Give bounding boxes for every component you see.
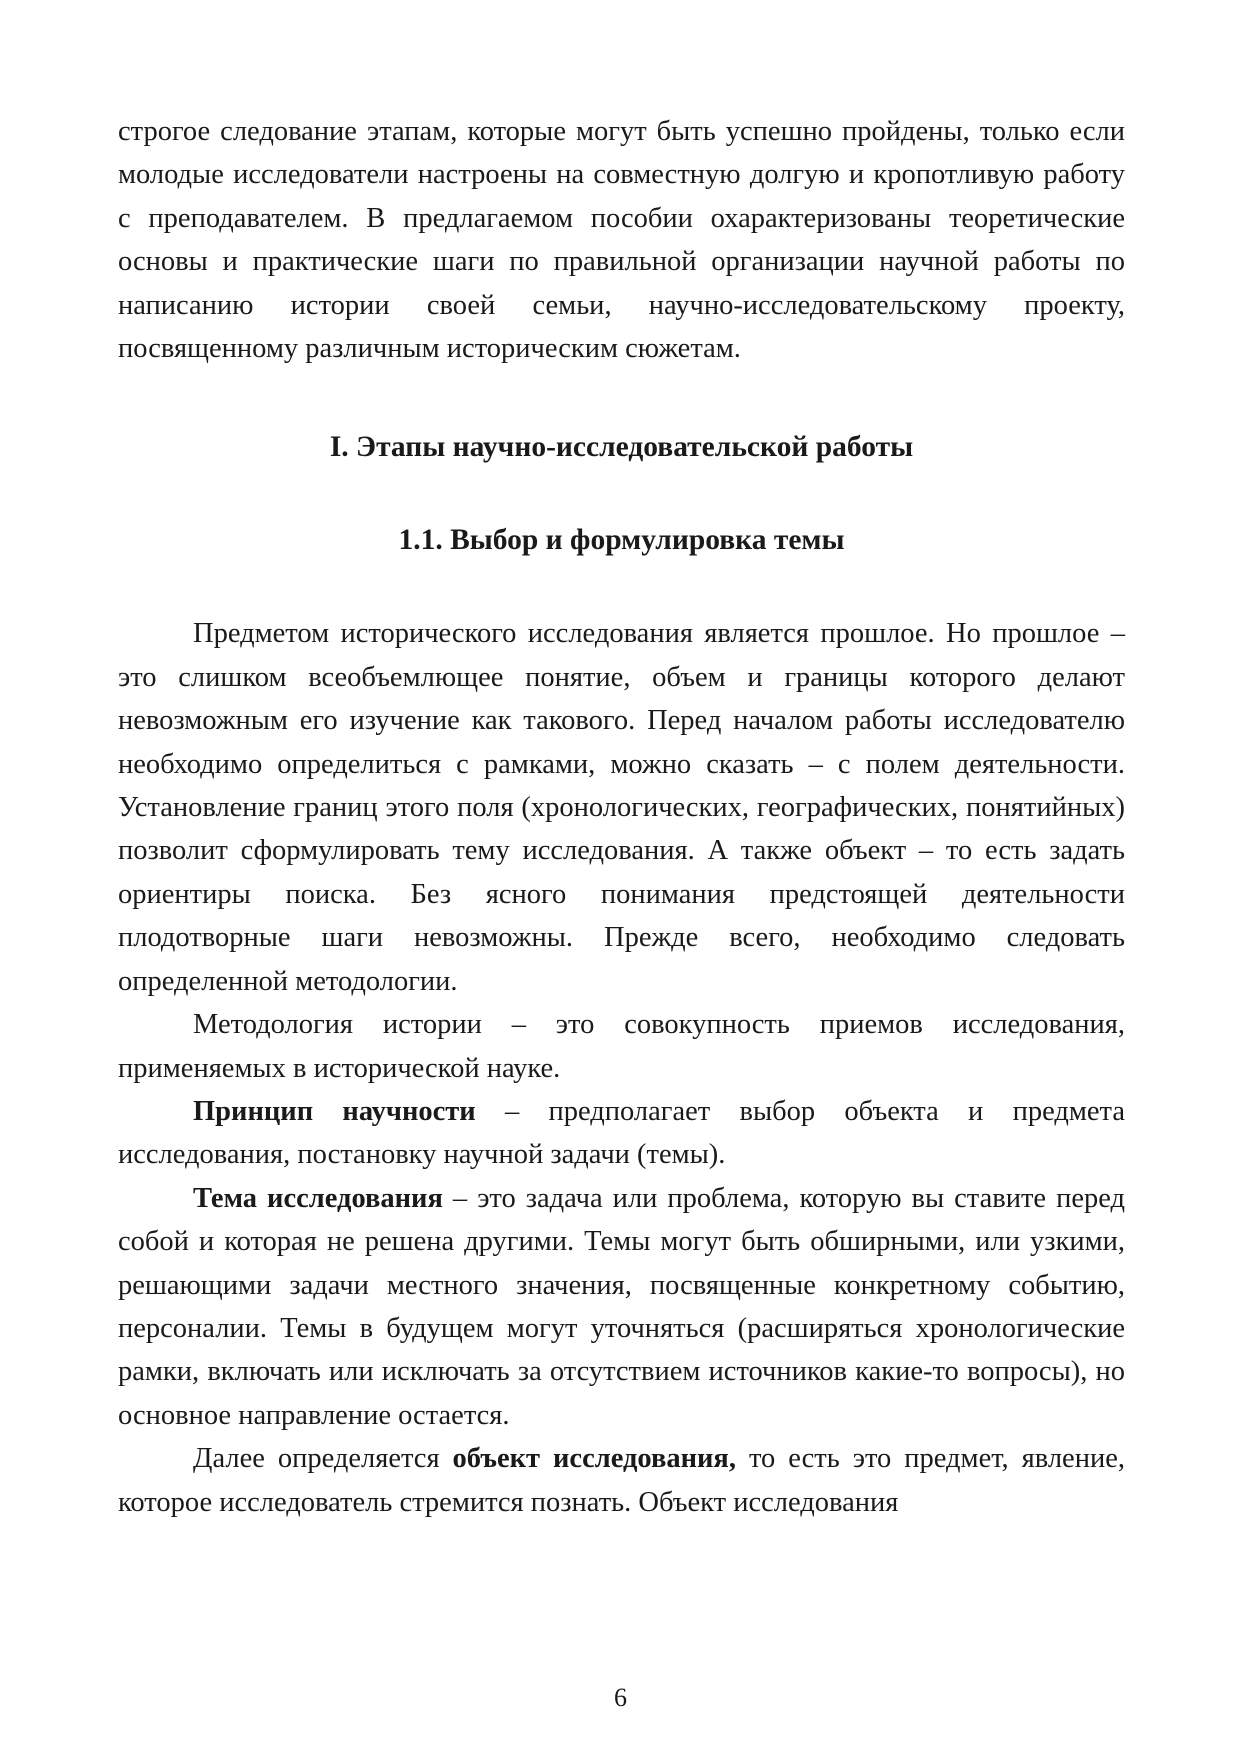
paragraph-topic-text: – это задача или проблема, которую вы ставите перед собой и которая не решена другими. Темы могут быть обширными, или узкими, решающими задачи местного значения, посвященные конкретному событию, персоналии. Темы в будущем могут уточняться (расширяться хронологические рамки, включать или исключать за отсутствием источников какие-то вопросы), но основное направление остается. [118, 1182, 1125, 1431]
paragraph-topic [118, 1177, 1125, 1437]
paragraph-object-text: то есть это предмет, явление, которое исследователь стремится познать. Объект исследования [118, 1443, 1125, 1518]
paragraph-principle-text: – предполагает выбор объекта и предмета исследования, постановку научной задачи (темы). [118, 1095, 1125, 1171]
term-topic: Тема исследования [193, 1182, 443, 1214]
paragraph-methodology: Методология истории – это совокупность приемов исследования, применяемых в исторической науке. [118, 1009, 1125, 1084]
term-principle: Принцип научности [193, 1095, 476, 1127]
term-object: объект исследования, [452, 1443, 736, 1475]
paragraph-principle [118, 1090, 1125, 1177]
paragraph-object [118, 1437, 1125, 1524]
paragraph-subject: Предметом исторического исследования является прошлое. Но прошлое – это слишком всеобъемлющее понятие, объем и границы которого делают невозможным его изучение как такового. Перед началом работы исследователю необходимо определиться с рамками, можно сказать – с полем деятельности. Установление границ этого поля (хронологических, географических, понятийных) позволит сформулировать тему исследования. А также объект – то есть задать ориентиры поиска. Без ясного понимания предстоящей деятельности плодотворные шаги невозможны. Прежде всего, необходимо следовать определенной методологии. [118, 618, 1125, 997]
chapter-title: I. Этапы научно-исследовательской работы [329, 431, 914, 464]
paragraph-object-start: Далее определяется [193, 1443, 453, 1475]
page-content [118, 110, 1125, 1524]
intro-paragraph: строгое следование этапам, которые могут быть успешно пройдены, только если молодые исследователи настроены на совместную долгую и кропотливую работу с преподавателем. В предлагаемом пособии охарактеризованы теоретические основы и практические шаги по правильной организации научной работы по написанию истории своей семьи, научно-исследовательскому проекту, посвященному различным историческим сюжетам. [118, 116, 1125, 365]
section-title: 1.1. Выбор и формулировка темы [398, 524, 845, 557]
page-number: 6 [614, 1683, 627, 1712]
